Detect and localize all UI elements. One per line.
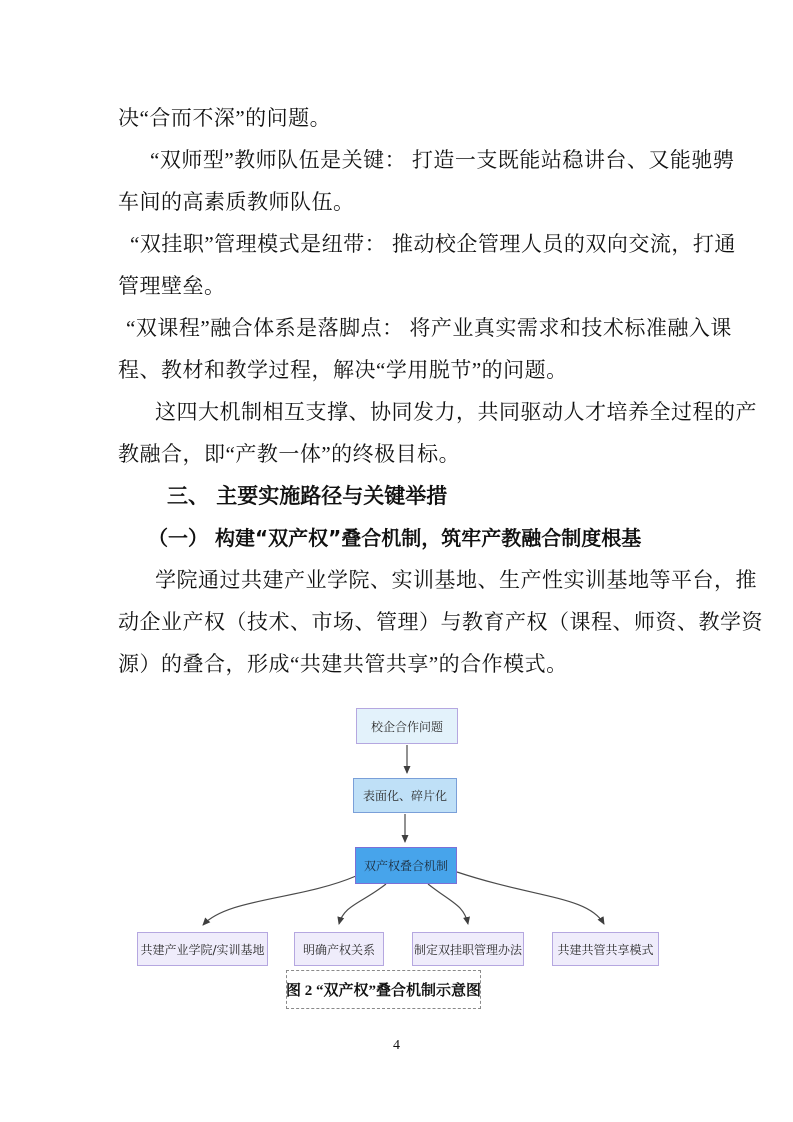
- page-number: 4: [393, 1038, 400, 1053]
- body-text-line: “双课程”融合体系是落脚点： 将产业真实需求和技术标准融入课: [126, 316, 732, 340]
- flowchart-node-mechanism: 双产权叠合机制: [355, 847, 457, 884]
- body-text-line: 这四大机制相互支撑、协同发力，共同驱动人才培养全过程的产: [155, 400, 757, 424]
- figure-caption: 图 2 “双产权”叠合机制示意图: [286, 970, 481, 1009]
- subsection-heading: （一） 构建“双产权”叠合机制，筑牢产教融合制度根基: [148, 526, 642, 550]
- body-text-line: “双师型”教师队伍是关键： 打造一支既能站稳讲台、又能驰骋: [150, 148, 735, 172]
- flowchart-node-problem: 校企合作问题: [356, 708, 458, 744]
- body-text-line: 学院通过共建产业学院、实训基地、生产性实训基地等平台，推: [155, 568, 757, 592]
- body-text-block: [118, 97, 763, 685]
- flowchart-node-outcome: 共建产业学院/实训基地: [137, 932, 268, 966]
- body-text-line: 程、教材和教学过程，解决“学用脱节”的问题。: [118, 358, 568, 382]
- body-text-line: 决“合而不深”的问题。: [118, 106, 332, 130]
- body-text-line: 教融合，即“产教一体”的终极目标。: [118, 442, 461, 466]
- flowchart-node-outcome: 共建共管共享模式: [552, 932, 659, 966]
- arrow-mechanism-to-outcome-1: [203, 876, 356, 925]
- body-text-line: 车间的高素质教师队伍。: [118, 190, 355, 214]
- arrow-mechanism-to-outcome-2: [339, 884, 386, 924]
- body-text-line: “双挂职”管理模式是纽带： 推动校企管理人员的双向交流，打通: [130, 232, 736, 256]
- arrow-mechanism-to-outcome-3: [428, 884, 468, 924]
- flowchart-node-symptom: 表面化、碎片化: [353, 778, 457, 813]
- body-text-line: 管理壁垒。: [118, 274, 226, 298]
- body-text-line: 动企业产权（技术、市场、管理）与教育产权（课程、师资、教学资: [118, 610, 763, 634]
- flowchart-node-outcome: 制定双挂职管理办法: [412, 932, 524, 966]
- flowchart-node-outcome: 明确产权关系: [294, 932, 384, 966]
- section-heading: 三、 主要实施路径与关键举措: [167, 484, 448, 508]
- flowchart-figure: [0, 700, 793, 1015]
- body-text-line: 源）的叠合，形成“共建共管共享”的合作模式。: [118, 652, 568, 676]
- arrow-mechanism-to-outcome-4: [457, 872, 604, 924]
